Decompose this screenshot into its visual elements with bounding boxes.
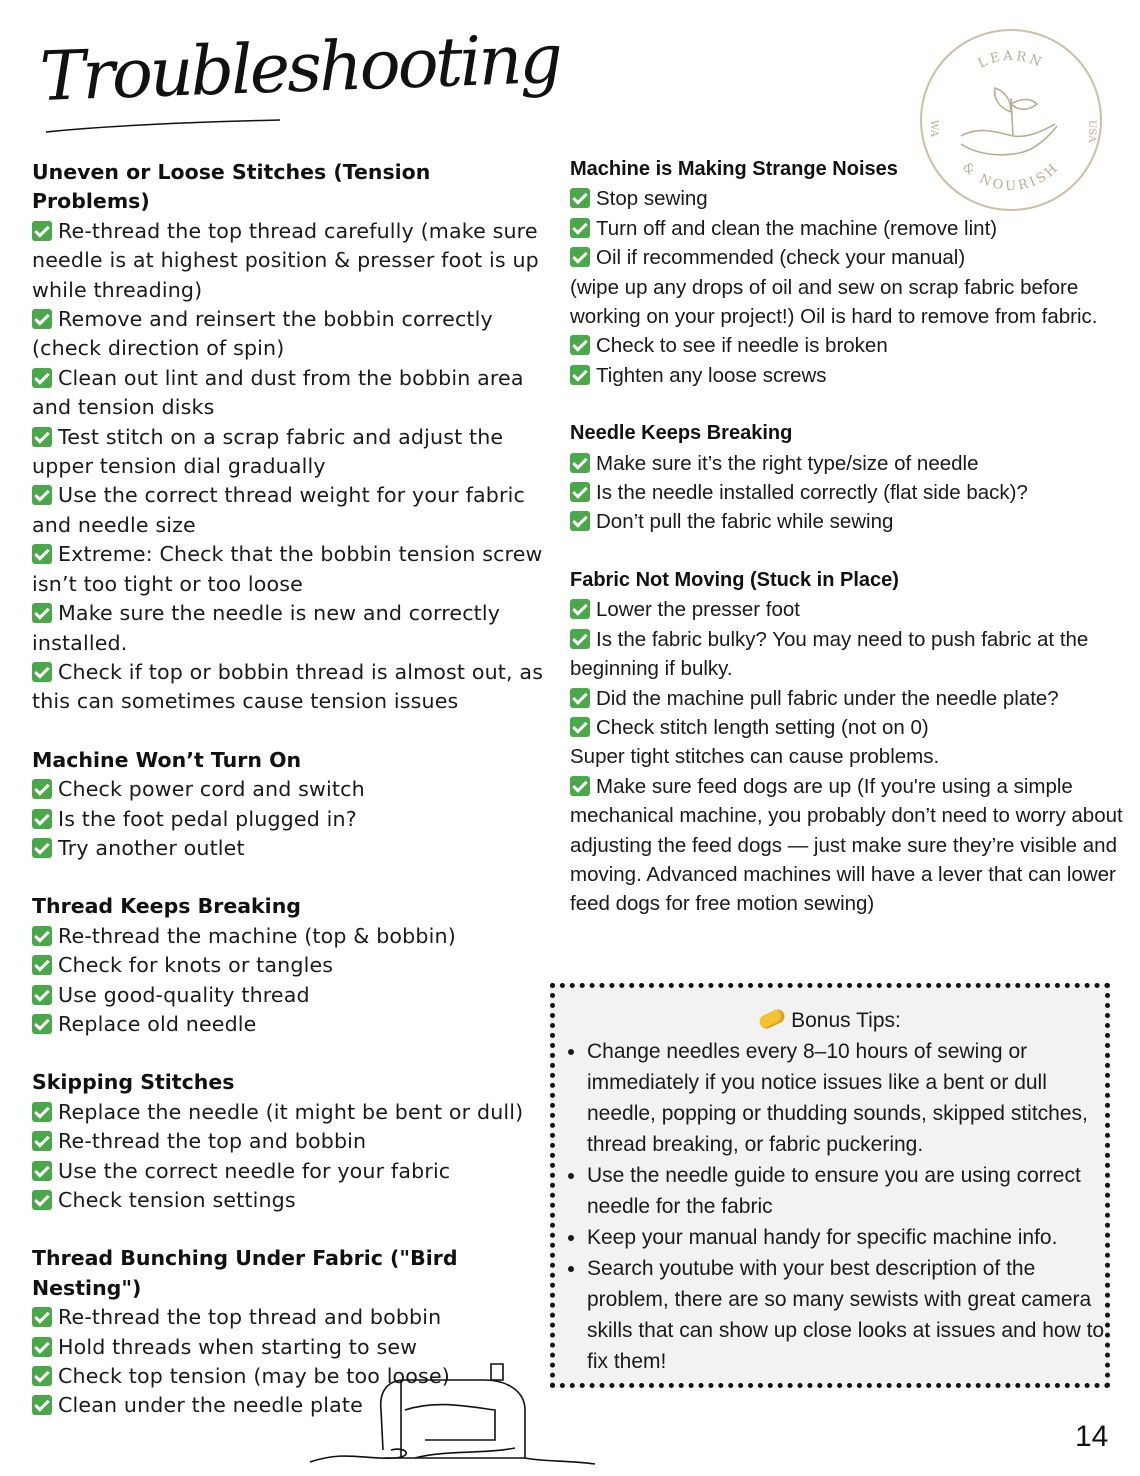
checklist-item (570, 772, 1125, 919)
page-number: 14 (1075, 1420, 1109, 1453)
checklist-item (570, 507, 1125, 536)
checklist-item-text: Replace the needle (it might be bent or dull) (58, 1099, 524, 1124)
checkmark-icon (32, 1161, 52, 1181)
checklist-item (32, 1127, 547, 1156)
checklist-item (32, 658, 547, 717)
page-title: Troubleshooting (38, 19, 562, 117)
checkmark-icon (570, 335, 590, 355)
section-heading: Thread Bunching Under Fabric ("Bird Nesting") (32, 1246, 458, 1300)
checklist-item-text: Remove and reinsert the bobbin correctly (check direction of spin) (32, 307, 493, 361)
checklist-item (570, 361, 1125, 390)
checklist-item-text: Is the foot pedal plugged in? (58, 806, 357, 831)
checklist-item (32, 922, 547, 951)
checklist-item-text: (wipe up any drops of oil and sew on scrap fabric before working on your project!) Oil is hard to remove from fabric. (570, 275, 1098, 329)
checklist-item-text: Don’t pull the fabric while sewing (596, 510, 894, 534)
checklist-item (32, 834, 547, 863)
seal-bottom-text: & NOURISH (959, 159, 1063, 195)
checkmark-icon (570, 218, 590, 238)
checkmark-icon (32, 838, 52, 858)
sewing-machine-illustration (305, 1350, 605, 1470)
title-flourish (44, 118, 284, 148)
checkmark-icon (32, 779, 52, 799)
checkmark-icon (32, 1190, 52, 1210)
checklist-item (32, 481, 547, 540)
checkmark-icon (32, 603, 52, 623)
troubleshoot-section (570, 566, 1125, 919)
checklist-item-text: Check tension settings (58, 1188, 296, 1212)
checklist-item-text: Lower the presser foot (596, 598, 800, 622)
checklist-item (32, 305, 547, 364)
checklist-item (32, 805, 547, 834)
checklist-item-text: Try another outlet (58, 835, 245, 860)
checklist-item-text: Use good-quality thread (58, 982, 310, 1007)
checklist-item-text: Make sure the needle is new and correctly installed. (32, 601, 501, 655)
checkmark-icon (32, 1102, 52, 1122)
troubleshoot-section (32, 158, 547, 717)
troubleshoot-section (32, 1068, 547, 1215)
checklist-item (32, 599, 547, 658)
checkmark-icon (32, 985, 52, 1005)
checklist-item (32, 364, 547, 423)
checkmark-icon (32, 309, 52, 329)
checklist-item (570, 684, 1125, 713)
sponge-icon (757, 1007, 786, 1031)
checkmark-icon (32, 221, 52, 241)
checkmark-icon (32, 1395, 52, 1415)
section-heading: Machine is Making Strange Noises (570, 158, 898, 180)
checklist-item (32, 775, 547, 804)
checklist-item-text: Did the machine pull fabric under the needle plate? (596, 686, 1059, 710)
checklist-item-text: Turn off and clean the machine (remove lint) (596, 216, 998, 240)
checkmark-icon (32, 1307, 52, 1327)
checkmark-icon (32, 926, 52, 946)
bonus-tip-item: • Search youtube with your best description of the problem, there are so many sewists with great camera skills that can show up close looks at issues and how to fix them! (587, 1253, 1105, 1377)
checklist-item-text: Re-thread the machine (top & bobbin) (58, 923, 456, 948)
checklist-item-text: Replace old needle (58, 1011, 257, 1036)
section-heading: Needle Keeps Breaking (570, 422, 793, 445)
checklist-item (32, 1098, 547, 1127)
checklist-item-text: Re-thread the top thread and bobbin (58, 1305, 442, 1330)
checklist-item-text: Make sure feed dogs are up (If you're using a simple mechanical machine, you probably don’t need to worry about adjusting the feed dogs — just make sure they’re visible and moving. Advanced machines will have a lever that can lower feed dogs for free motion sewing) (570, 774, 1123, 916)
bonus-tip-item: • Keep your manual handy for specific machine info. (587, 1222, 1105, 1253)
checklist-item-text: Check power cord and switch (58, 777, 365, 802)
section-heading: Machine Won’t Turn On (32, 747, 302, 772)
checkmark-icon (32, 368, 52, 388)
checklist-item-text: Clean under the needle plate (58, 1393, 363, 1418)
checkmark-icon (32, 662, 52, 682)
checkmark-icon (32, 1366, 52, 1386)
bonus-tips-title (555, 1006, 1105, 1036)
seal-top-text: LEARN (975, 48, 1046, 72)
checklist-item (32, 1186, 547, 1215)
checkmark-icon (570, 717, 590, 737)
checklist-item (32, 217, 547, 305)
checklist-item-text: Extreme: Check that the bobbin tension screw isn’t too tight or too loose (32, 542, 543, 596)
checkmark-icon (32, 485, 52, 505)
svg-text:LEARN (976, 49, 1046, 72)
checkmark-icon (570, 629, 590, 649)
checklist-item (32, 981, 547, 1010)
checkmark-icon (32, 1131, 52, 1151)
checklist-item-text: Use the correct needle for your fabric (58, 1158, 451, 1183)
checkmark-icon (32, 1337, 52, 1357)
seal-left-text: WA (928, 120, 939, 138)
checklist-item-text: Check stitch length setting (not on 0) (596, 715, 929, 739)
seal-right-text: USA (1086, 120, 1097, 143)
note-text (570, 273, 1125, 332)
checklist-item (570, 625, 1125, 684)
troubleshoot-section (32, 892, 547, 1039)
checklist-item-text: Hold threads when starting to sew (58, 1334, 418, 1359)
right-column (570, 155, 1125, 919)
checklist-item (32, 1010, 547, 1039)
checklist-item-text: Oil if recommended (check your manual) (596, 246, 966, 270)
troubleshoot-section (570, 155, 1125, 390)
section-heading: Skipping Stitches (32, 1070, 235, 1095)
checkmark-icon (570, 482, 590, 502)
checkmark-icon (570, 511, 590, 531)
checkmark-icon (570, 776, 590, 796)
checkmark-icon (570, 599, 590, 619)
checklist-item-text: Stop sewing (596, 187, 708, 211)
left-column (32, 158, 547, 1421)
checklist-item (32, 1303, 547, 1332)
checkmark-icon (32, 427, 52, 447)
troubleshoot-section (32, 746, 547, 864)
bonus-tip-item: • Change needles every 8–10 hours of sewing or immediately if you notice issues like a bent or dull needle, popping or thudding sounds, skipped stitches, thread breaking, or fabric puckering. (587, 1036, 1105, 1160)
checkmark-icon (570, 188, 590, 208)
checklist-item (570, 243, 1125, 272)
checklist-item-text: Check to see if needle is broken (596, 334, 888, 358)
checkmark-icon (32, 955, 52, 975)
checklist-item (32, 1157, 547, 1186)
section-heading: Fabric Not Moving (Stuck in Place) (570, 568, 899, 591)
hand-sprout-icon (961, 88, 1057, 155)
checklist-item-text: Use the correct thread weight for your fabric and needle size (32, 483, 525, 537)
checklist-item-text: Tighten any loose screws (596, 363, 827, 387)
bonus-tips-list (555, 1036, 1105, 1377)
checklist-item-text: Super tight stitches can cause problems. (570, 745, 940, 769)
checklist-item (570, 214, 1125, 243)
checklist-item (570, 595, 1125, 624)
checklist-item-text: Check top tension (may be too loose) (58, 1364, 450, 1389)
checklist-item (570, 449, 1125, 478)
checklist-item (32, 951, 547, 980)
bonus-tips-box (550, 983, 1110, 1388)
checklist-item (32, 540, 547, 599)
checklist-item (32, 423, 547, 482)
checkmark-icon (32, 809, 52, 829)
checkmark-icon (570, 247, 590, 267)
checklist-item-text: Re-thread the top thread carefully (make sure needle is at highest position & presser foot is up while threading) (32, 218, 539, 302)
checklist-item (570, 713, 1125, 742)
checklist-item-text: Make sure it’s the right type/size of needle (596, 451, 979, 475)
checklist-item-text: Clean out lint and dust from the bobbin area and tension disks (32, 365, 524, 420)
checklist-item-text: Check if top or bobbin thread is almost out, as this can sometimes cause tension issues (32, 659, 544, 714)
checklist-item-text: Is the needle installed correctly (flat side back)? (596, 481, 1028, 505)
troubleshoot-section (570, 419, 1125, 537)
note-text (570, 742, 1125, 771)
checklist-item (570, 478, 1125, 507)
checkmark-icon (32, 1014, 52, 1034)
bonus-title-text: Bonus Tips: (791, 1009, 901, 1032)
checklist-item-text: Re-thread the top and bobbin (58, 1129, 367, 1154)
checklist-item (570, 331, 1125, 360)
section-heading: Uneven or Loose Stitches (Tension Problems) (32, 160, 431, 214)
checklist-item (570, 184, 1125, 213)
checklist-item-text: Check for knots or tangles (58, 953, 334, 978)
checklist-item-text: Test stitch on a scrap fabric and adjust the upper tension dial gradually (32, 424, 504, 479)
checkmark-icon (570, 365, 590, 385)
checkmark-icon (32, 544, 52, 564)
section-heading: Thread Keeps Breaking (32, 894, 301, 919)
bonus-tip-item: • Use the needle guide to ensure you are using correct needle for the fabric (587, 1160, 1105, 1222)
checklist-item-text: Is the fabric bulky? You may need to push fabric at the beginning if bulky. (570, 627, 1089, 681)
checkmark-icon (570, 688, 590, 708)
checkmark-icon (570, 453, 590, 473)
